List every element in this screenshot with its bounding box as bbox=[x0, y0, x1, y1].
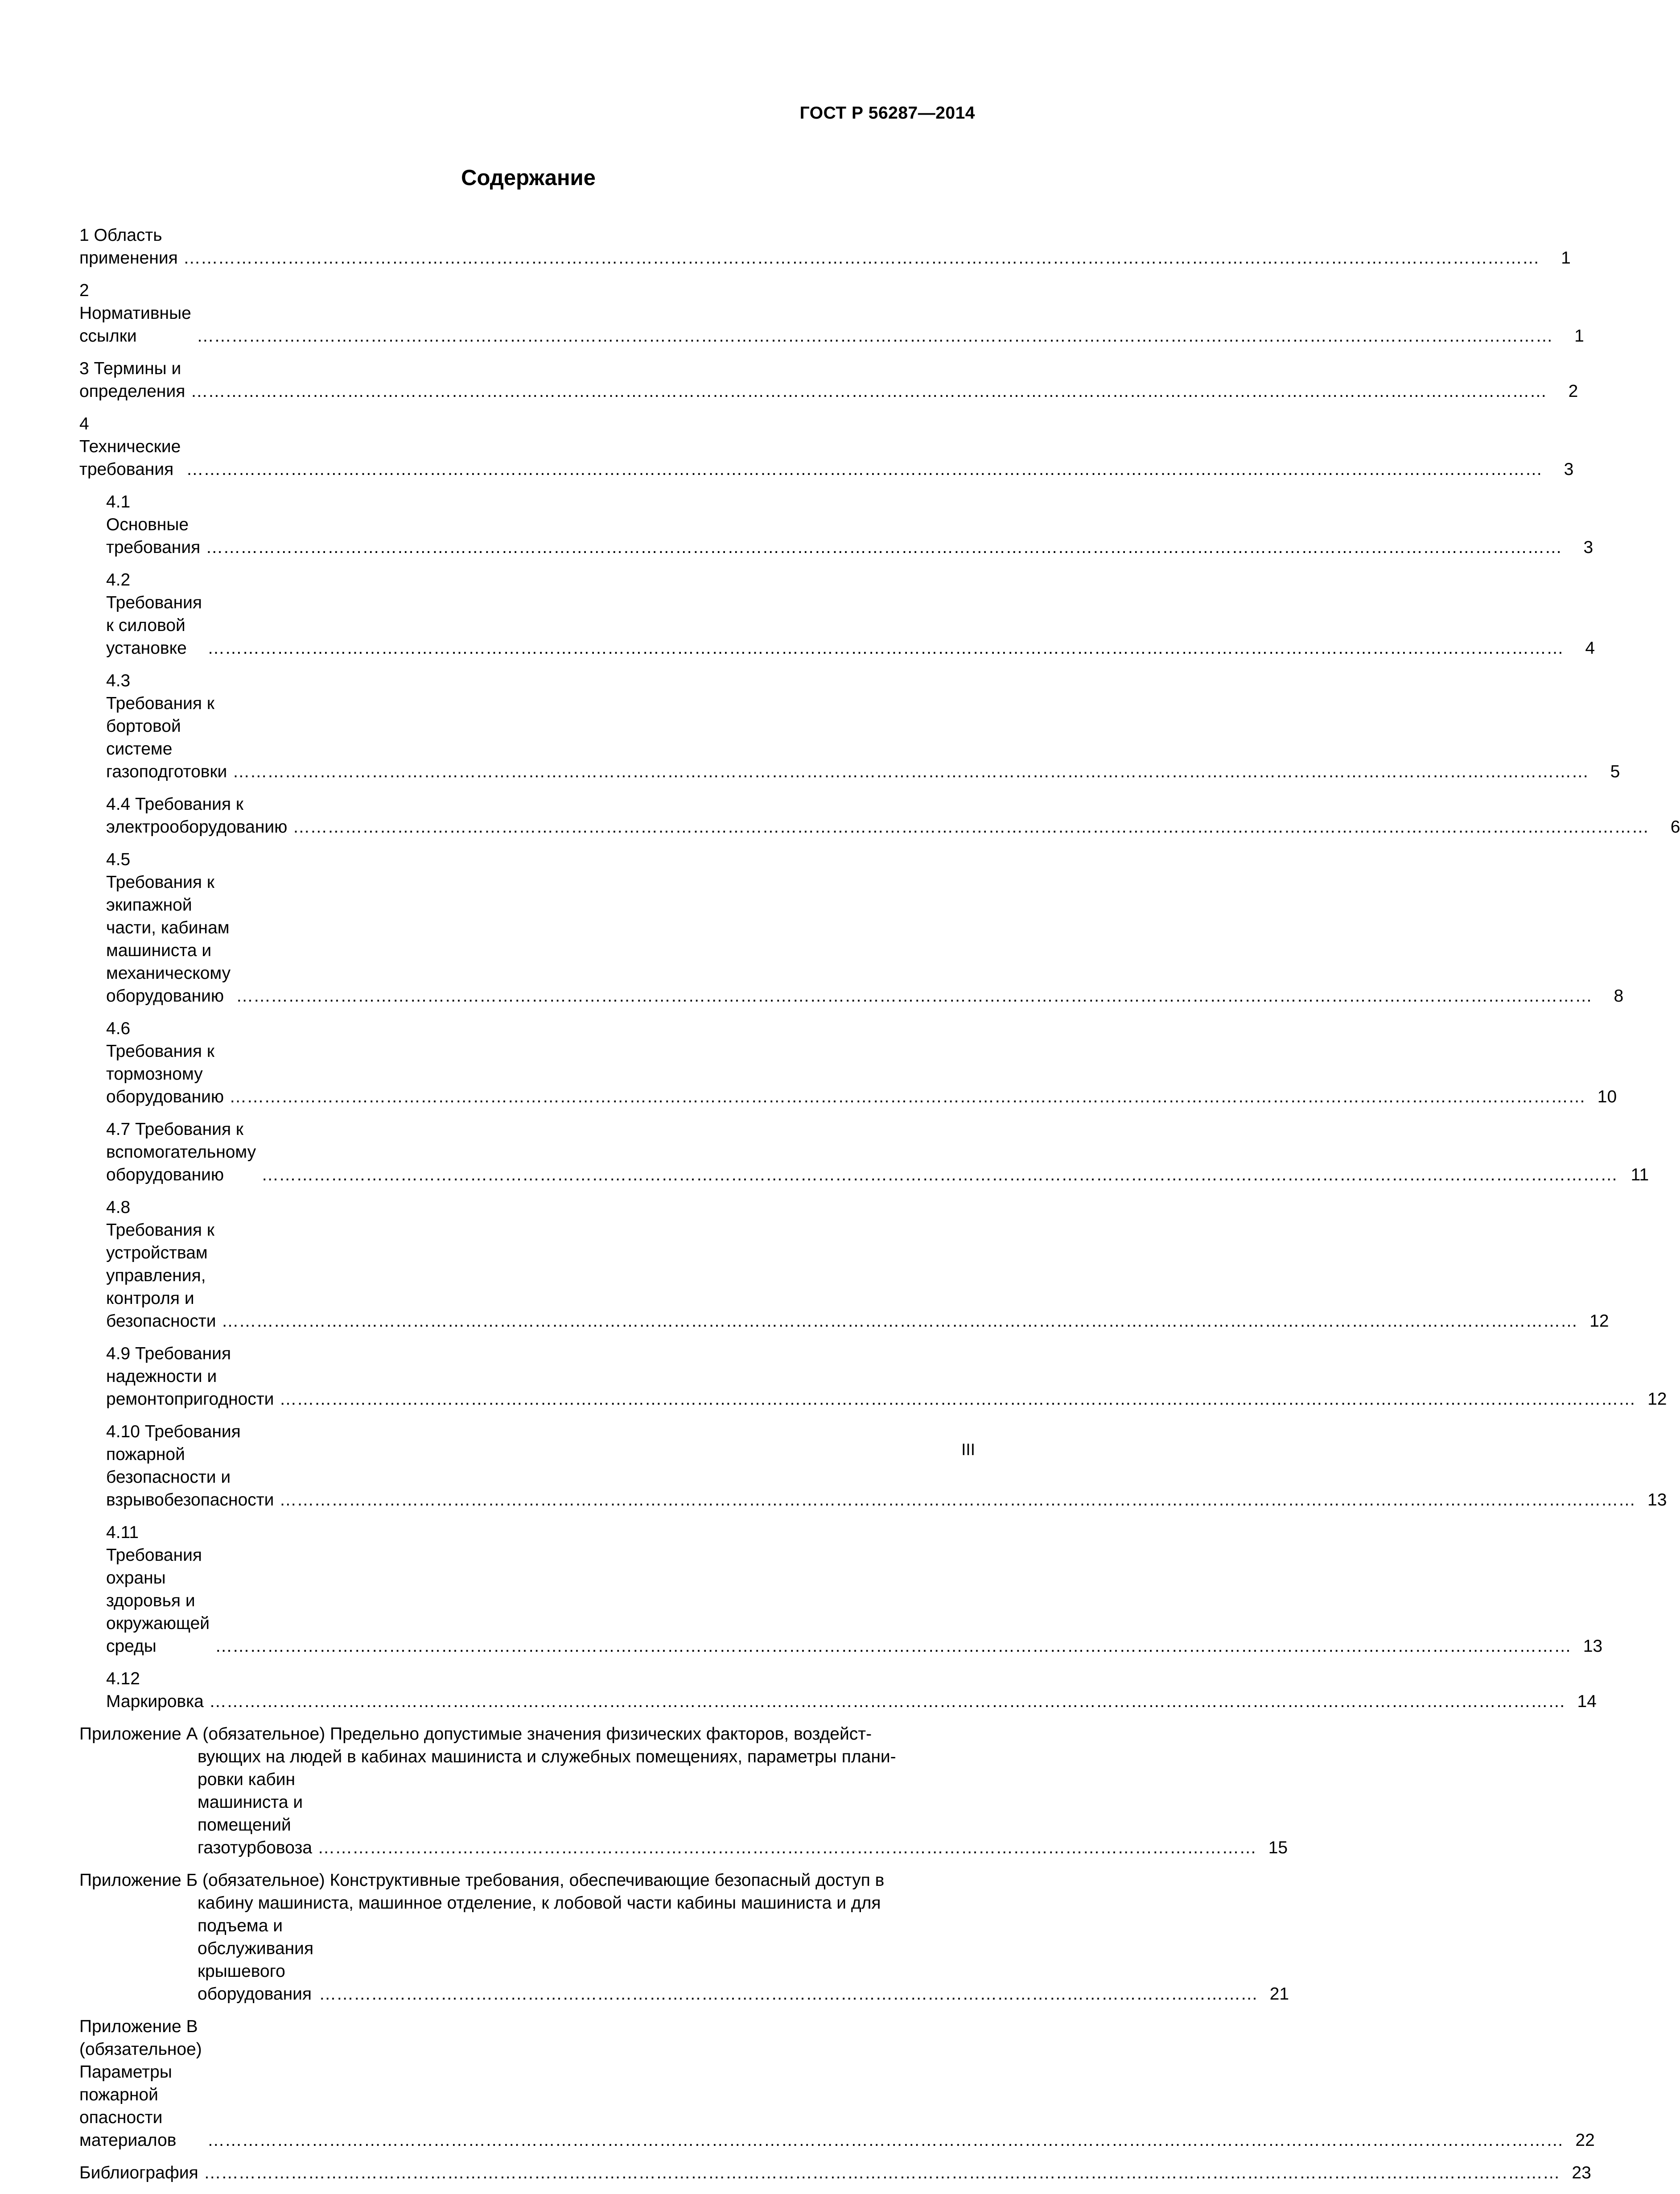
toc-entry-appendix-b[interactable] bbox=[79, 1869, 1289, 2005]
dot-leader bbox=[209, 1690, 1565, 1713]
toc-entry-bibliography[interactable] bbox=[79, 2161, 1591, 2184]
toc-page-number: 1 bbox=[1561, 248, 1571, 268]
toc-entry-appendix-a[interactable] bbox=[79, 1723, 1288, 1859]
dot-leader bbox=[207, 2129, 1564, 2152]
dot-leader bbox=[317, 1836, 1256, 1859]
toc-entry-label: 4.3 Требования к бортовой системе газоподготовки bbox=[106, 671, 227, 781]
toc-entry-3[interactable] bbox=[79, 357, 1578, 403]
dot-leader bbox=[197, 325, 1553, 347]
toc-entry-4-2[interactable] bbox=[79, 569, 1595, 660]
toc-entry-4-3[interactable] bbox=[79, 669, 1620, 783]
toc-page-number: 21 bbox=[1269, 1984, 1289, 2004]
dot-leader bbox=[292, 816, 1649, 838]
toc-entry-label: 4.12 Маркировка bbox=[106, 1669, 204, 1711]
dot-leader bbox=[261, 1163, 1618, 1186]
dot-leader bbox=[206, 536, 1562, 559]
dot-leader bbox=[190, 380, 1547, 403]
dot-leader bbox=[319, 1983, 1258, 2005]
toc-entry-label: Приложение А (обязательное) Предельно допустимые значения физических факторов, воздейст- bbox=[79, 1724, 872, 1744]
toc-page-number: 6 bbox=[1670, 817, 1680, 837]
dot-leader bbox=[232, 760, 1589, 783]
toc-entry-label: 4.9 Требования надежности и ремонтопригодности bbox=[106, 1344, 274, 1409]
toc-entry-label-continued: ровки кабин машиниста и помещений газотурбовоза bbox=[198, 1770, 313, 1857]
toc-entry-label: 4.5 Требования к экипажной части, кабинам машиниста и механическому оборудованию bbox=[106, 850, 236, 1006]
toc-entry-4-1[interactable] bbox=[79, 491, 1594, 559]
toc-page-number: 14 bbox=[1577, 1692, 1597, 1711]
toc-page-number: 13 bbox=[1583, 1637, 1603, 1656]
toc-entry-label: Приложение Б (обязательное) Конструктивные требования, обеспечивающие безопасный доступ в bbox=[79, 1871, 885, 1890]
toc-entry-2[interactable] bbox=[79, 279, 1584, 347]
toc-entry-label: 4.11 Требования охраны здоровья и окружающей среды bbox=[106, 1523, 214, 1656]
toc-page-number: 3 bbox=[1583, 538, 1594, 557]
toc-entry-label: Приложение В (обязательное) Параметры пожарной опасности материалов bbox=[79, 2017, 207, 2150]
toc-page-number: 23 bbox=[1572, 2163, 1591, 2182]
toc-page-number: 11 bbox=[1631, 1165, 1649, 1184]
toc-entry-label: 4 Технические требования bbox=[79, 414, 186, 479]
toc-entry-label-continued: вующих на людей в кабинах машиниста и служебных помещениях, параметры плани- bbox=[198, 1747, 896, 1766]
toc-page-number: 22 bbox=[1575, 2131, 1595, 2150]
dot-leader bbox=[279, 1489, 1635, 1511]
toc-entry-label: 2 Нормативные ссылки bbox=[79, 281, 196, 346]
toc-entry-4[interactable] bbox=[79, 412, 1574, 481]
toc-entry-appendix-v[interactable] bbox=[79, 2015, 1595, 2152]
toc-entry-4-7[interactable] bbox=[79, 1118, 1649, 1186]
dot-leader bbox=[186, 458, 1542, 481]
toc-page-number: 8 bbox=[1614, 986, 1624, 1006]
dot-leader bbox=[183, 247, 1540, 269]
toc-page-number: 2 bbox=[1568, 382, 1578, 401]
toc-page-number: 5 bbox=[1610, 762, 1620, 781]
toc-entry-4-4[interactable] bbox=[79, 793, 1680, 838]
toc-entry-4-10[interactable] bbox=[79, 1420, 1667, 1511]
dot-leader bbox=[229, 1085, 1585, 1108]
page-title: Содержание bbox=[461, 166, 596, 190]
toc-entry-4-11[interactable] bbox=[79, 1521, 1603, 1658]
toc-entry-4-9[interactable] bbox=[79, 1342, 1667, 1410]
page-number: III bbox=[961, 1440, 975, 1459]
toc-entry-label: 3 Термины и определения bbox=[79, 359, 186, 401]
toc-page-number: 12 bbox=[1647, 1390, 1667, 1409]
toc-entry-4-12[interactable] bbox=[79, 1667, 1597, 1713]
toc-entry-1[interactable] bbox=[79, 224, 1571, 269]
toc-page-number: 15 bbox=[1268, 1838, 1288, 1857]
dot-leader bbox=[207, 637, 1564, 660]
toc-entry-label: 4.1 Основные требования bbox=[106, 492, 201, 557]
table-of-contents bbox=[79, 224, 1680, 2194]
dot-leader bbox=[215, 1635, 1571, 1658]
dot-leader bbox=[222, 1310, 1578, 1332]
toc-entry-label: 4.6 Требования к тормозному оборудованию bbox=[106, 1019, 224, 1106]
toc-page-number: 3 bbox=[1564, 460, 1574, 479]
dot-leader bbox=[236, 985, 1592, 1007]
dot-leader bbox=[204, 2161, 1560, 2184]
document-code: ГОСТ Р 56287—2014 bbox=[799, 103, 975, 123]
toc-entry-label: 4.8 Требования к устройствам управления, контроля и безопасности bbox=[106, 1198, 219, 1331]
toc-entry-label: 4.2 Требования к силовой установке bbox=[106, 570, 207, 658]
toc-entry-label: 4.4 Требования к электрооборудованию bbox=[106, 795, 288, 837]
toc-entry-label: 1 Область применения bbox=[79, 226, 178, 268]
toc-page-number: 13 bbox=[1647, 1490, 1667, 1509]
toc-entry-label: 4.10 Требования пожарной безопасности и взрывобезопасности bbox=[106, 1422, 274, 1509]
toc-page-number: 4 bbox=[1585, 639, 1595, 658]
toc-entry-label: 4.7 Требования к вспомогательному оборудованию bbox=[106, 1120, 261, 1184]
toc-entry-label: Библиография bbox=[79, 2163, 198, 2182]
dot-leader bbox=[279, 1388, 1635, 1410]
toc-entry-4-5[interactable] bbox=[79, 848, 1624, 1007]
toc-page-number: 1 bbox=[1574, 326, 1584, 346]
toc-page-number: 10 bbox=[1597, 1087, 1617, 1106]
toc-entry-label-continued: кабину машиниста, машинное отделение, к лобовой части кабины машиниста и для bbox=[198, 1893, 881, 1913]
toc-entry-4-8[interactable] bbox=[79, 1196, 1609, 1332]
toc-entry-label-continued: подъема и обслуживания крышевого оборудования bbox=[198, 1916, 314, 2004]
toc-page-number: 12 bbox=[1589, 1311, 1609, 1331]
toc-entry-4-6[interactable] bbox=[79, 1017, 1617, 1108]
